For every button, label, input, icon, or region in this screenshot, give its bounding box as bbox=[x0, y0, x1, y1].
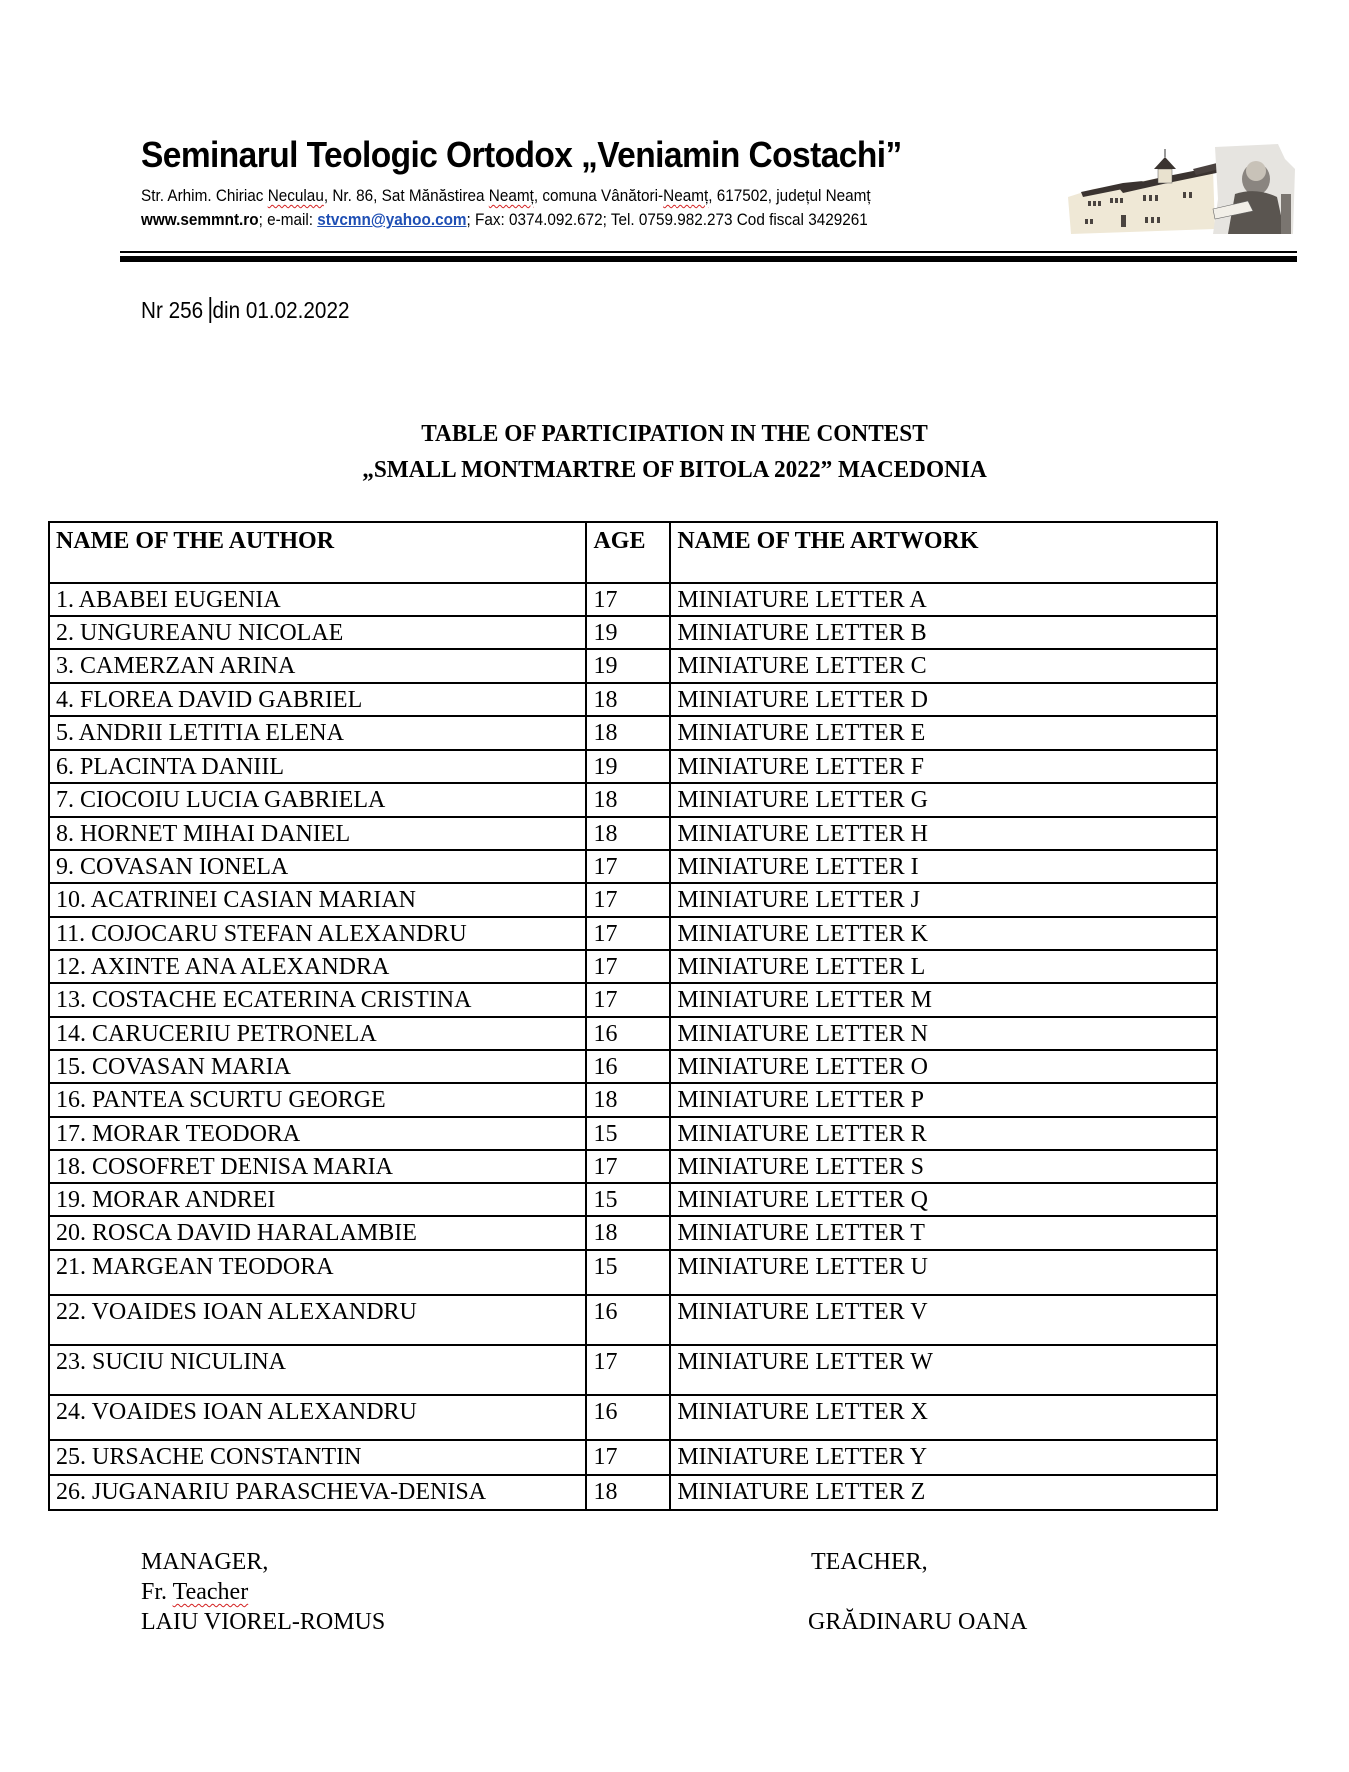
address-misspelled-word: Neamț bbox=[663, 186, 709, 205]
table-row bbox=[49, 1183, 1217, 1216]
author-name-cell: 2. UNGUREANU NICOLAE bbox=[49, 616, 586, 649]
table-row bbox=[49, 1117, 1217, 1150]
column-header-age: AGE bbox=[586, 522, 670, 583]
age-cell: 17 bbox=[586, 1345, 670, 1395]
manager-title-prefix: Fr. bbox=[141, 1579, 173, 1605]
table-row bbox=[49, 983, 1217, 1017]
table-row bbox=[49, 1083, 1217, 1117]
age-cell: 16 bbox=[586, 1295, 670, 1345]
age-cell: 17 bbox=[586, 583, 670, 616]
teacher-name: GRĂDINARU OANA bbox=[808, 1609, 1028, 1635]
artwork-name-cell: MINIATURE LETTER R bbox=[670, 1117, 1217, 1150]
author-name-cell: 22. VOAIDES IOAN ALEXANDRU bbox=[49, 1295, 586, 1345]
table-row bbox=[49, 1250, 1217, 1295]
age-cell: 18 bbox=[586, 1216, 670, 1250]
age-cell: 18 bbox=[586, 817, 670, 850]
author-name-cell: 9. COVASAN IONELA bbox=[49, 850, 586, 883]
manager-title-word: Teacher bbox=[172, 1579, 249, 1605]
table-row bbox=[49, 1017, 1217, 1050]
header-divider-thin bbox=[120, 251, 1297, 253]
artwork-name-cell: MINIATURE LETTER V bbox=[670, 1295, 1217, 1345]
manager-signature-block bbox=[141, 1547, 385, 1637]
document-date: din 01.02.2022 bbox=[212, 297, 350, 323]
author-name-cell: 21. MARGEAN TEODORA bbox=[49, 1250, 586, 1295]
table-row bbox=[49, 616, 1217, 649]
age-cell: 17 bbox=[586, 883, 670, 917]
email-link[interactable]: stvcmn@yahoo.com bbox=[317, 210, 467, 229]
age-cell: 18 bbox=[586, 716, 670, 750]
address-text: Str. Arhim. Chiriac bbox=[141, 186, 268, 205]
age-cell: 19 bbox=[586, 750, 670, 783]
age-cell: 17 bbox=[586, 1440, 670, 1475]
artwork-name-cell: MINIATURE LETTER P bbox=[670, 1083, 1217, 1117]
header-divider-thick bbox=[120, 256, 1297, 262]
author-name-cell: 14. CARUCERIU PETRONELA bbox=[49, 1017, 586, 1050]
artwork-name-cell: MINIATURE LETTER G bbox=[670, 783, 1217, 817]
table-row bbox=[49, 783, 1217, 817]
table-row bbox=[49, 917, 1217, 950]
age-cell: 16 bbox=[586, 1017, 670, 1050]
author-name-cell: 12. AXINTE ANA ALEXANDRA bbox=[49, 950, 586, 983]
contact-details: ; Fax: 0374.092.672; Tel. 0759.982.273 Cod fiscal 3429261 bbox=[466, 210, 868, 229]
author-name-cell: 3. CAMERZAN ARINA bbox=[49, 649, 586, 683]
artwork-name-cell: MINIATURE LETTER J bbox=[670, 883, 1217, 917]
author-name-cell: 13. COSTACHE ECATERINA CRISTINA bbox=[49, 983, 586, 1017]
artwork-name-cell: MINIATURE LETTER U bbox=[670, 1250, 1217, 1295]
artwork-name-cell: MINIATURE LETTER C bbox=[670, 649, 1217, 683]
age-cell: 17 bbox=[586, 983, 670, 1017]
age-cell: 19 bbox=[586, 649, 670, 683]
institution-address bbox=[141, 186, 871, 206]
column-header-author: NAME OF THE AUTHOR bbox=[49, 522, 586, 583]
manager-name: LAIU VIOREL-ROMUS bbox=[141, 1609, 386, 1635]
artwork-name-cell: MINIATURE LETTER X bbox=[670, 1395, 1217, 1440]
artwork-name-cell: MINIATURE LETTER T bbox=[670, 1216, 1217, 1250]
age-cell: 17 bbox=[586, 850, 670, 883]
author-name-cell: 8. HORNET MIHAI DANIEL bbox=[49, 817, 586, 850]
artwork-name-cell: MINIATURE LETTER D bbox=[670, 683, 1217, 716]
address-text: , 617502, județul Neamț bbox=[708, 186, 871, 205]
author-name-cell: 17. MORAR TEODORA bbox=[49, 1117, 586, 1150]
document-number-prefix: Nr 256 bbox=[141, 297, 209, 323]
address-text: , Nr. 86, Sat Mănăstirea bbox=[323, 186, 489, 205]
table-row bbox=[49, 716, 1217, 750]
author-name-cell: 19. MORAR ANDREI bbox=[49, 1183, 586, 1216]
author-name-cell: 23. SUCIU NICULINA bbox=[49, 1345, 586, 1395]
artwork-name-cell: MINIATURE LETTER E bbox=[670, 716, 1217, 750]
author-name-cell: 24. VOAIDES IOAN ALEXANDRU bbox=[49, 1395, 586, 1440]
table-row bbox=[49, 850, 1217, 883]
artwork-name-cell: MINIATURE LETTER H bbox=[670, 817, 1217, 850]
author-name-cell: 18. COSOFRET DENISA MARIA bbox=[49, 1150, 586, 1183]
artwork-name-cell: MINIATURE LETTER Z bbox=[670, 1475, 1217, 1510]
artwork-name-cell: MINIATURE LETTER F bbox=[670, 750, 1217, 783]
table-row bbox=[49, 649, 1217, 683]
table-row bbox=[49, 1395, 1217, 1440]
institution-name: Seminarul Teologic Ortodox „Veniamin Costachi” bbox=[141, 134, 902, 175]
age-cell: 16 bbox=[586, 1050, 670, 1083]
artwork-name-cell: MINIATURE LETTER O bbox=[670, 1050, 1217, 1083]
table-row bbox=[49, 1150, 1217, 1183]
title-line-1: TABLE OF PARTICIPATION IN THE CONTEST bbox=[421, 421, 928, 447]
table-row bbox=[49, 1216, 1217, 1250]
author-name-cell: 26. JUGANARIU PARASCHEVA-DENISA bbox=[49, 1475, 586, 1510]
author-name-cell: 5. ANDRII LETITIA ELENA bbox=[49, 716, 586, 750]
artwork-name-cell: MINIATURE LETTER L bbox=[670, 950, 1217, 983]
author-name-cell: 10. ACATRINEI CASIAN MARIAN bbox=[49, 883, 586, 917]
address-text: , comuna Vânători- bbox=[533, 186, 664, 205]
author-name-cell: 20. ROSCA DAVID HARALAMBIE bbox=[49, 1216, 586, 1250]
table-row bbox=[49, 1050, 1217, 1083]
author-name-cell: 7. CIOCOIU LUCIA GABRIELA bbox=[49, 783, 586, 817]
author-name-cell: 6. PLACINTA DANIIL bbox=[49, 750, 586, 783]
artwork-name-cell: MINIATURE LETTER A bbox=[670, 583, 1217, 616]
age-cell: 18 bbox=[586, 1475, 670, 1510]
artwork-name-cell: MINIATURE LETTER I bbox=[670, 850, 1217, 883]
table-row bbox=[49, 750, 1217, 783]
table-row bbox=[49, 883, 1217, 917]
age-cell: 18 bbox=[586, 783, 670, 817]
artwork-name-cell: MINIATURE LETTER M bbox=[670, 983, 1217, 1017]
manager-role: MANAGER, bbox=[141, 1549, 269, 1575]
table-row bbox=[49, 817, 1217, 850]
website-link[interactable]: www.semmnt.ro bbox=[141, 210, 259, 229]
artwork-name-cell: MINIATURE LETTER Y bbox=[670, 1440, 1217, 1475]
address-misspelled-word: Neculau bbox=[267, 186, 324, 205]
institution-contact bbox=[141, 210, 868, 230]
document-number bbox=[141, 297, 349, 324]
author-name-cell: 11. COJOCARU STEFAN ALEXANDRU bbox=[49, 917, 586, 950]
artwork-name-cell: MINIATURE LETTER K bbox=[670, 917, 1217, 950]
age-cell: 17 bbox=[586, 917, 670, 950]
table-row bbox=[49, 950, 1217, 983]
table-row bbox=[49, 1440, 1217, 1475]
table-row bbox=[49, 1295, 1217, 1345]
age-cell: 15 bbox=[586, 1117, 670, 1150]
age-cell: 15 bbox=[586, 1183, 670, 1216]
contact-separator: ; e-mail: bbox=[258, 210, 318, 229]
table-row bbox=[49, 683, 1217, 716]
artwork-name-cell: MINIATURE LETTER N bbox=[670, 1017, 1217, 1050]
author-name-cell: 15. COVASAN MARIA bbox=[49, 1050, 586, 1083]
manager-title bbox=[141, 1577, 385, 1607]
age-cell: 17 bbox=[586, 1150, 670, 1183]
table-header-row bbox=[49, 522, 1217, 583]
column-header-artwork: NAME OF THE ARTWORK bbox=[670, 522, 1217, 583]
address-misspelled-word: Neamț bbox=[488, 186, 534, 205]
table-row bbox=[49, 1345, 1217, 1395]
seminary-logo-icon bbox=[1063, 139, 1298, 239]
participants-table bbox=[48, 521, 1218, 1511]
table-row bbox=[49, 583, 1217, 616]
age-cell: 18 bbox=[586, 683, 670, 716]
artwork-name-cell: MINIATURE LETTER Q bbox=[670, 1183, 1217, 1216]
table-row bbox=[49, 1475, 1217, 1510]
author-name-cell: 1. ABABEI EUGENIA bbox=[49, 583, 586, 616]
title-line-2: „SMALL MONTMARTRE OF BITOLA 2022” MACEDONIA bbox=[362, 457, 987, 483]
age-cell: 15 bbox=[586, 1250, 670, 1295]
document-title bbox=[0, 416, 1349, 488]
age-cell: 17 bbox=[586, 950, 670, 983]
author-name-cell: 25. URSACHE CONSTANTIN bbox=[49, 1440, 586, 1475]
age-cell: 16 bbox=[586, 1395, 670, 1440]
age-cell: 19 bbox=[586, 616, 670, 649]
artwork-name-cell: MINIATURE LETTER S bbox=[670, 1150, 1217, 1183]
teacher-role: TEACHER, bbox=[811, 1549, 928, 1575]
author-name-cell: 4. FLOREA DAVID GABRIEL bbox=[49, 683, 586, 716]
artwork-name-cell: MINIATURE LETTER W bbox=[670, 1345, 1217, 1395]
age-cell: 18 bbox=[586, 1083, 670, 1117]
author-name-cell: 16. PANTEA SCURTU GEORGE bbox=[49, 1083, 586, 1117]
artwork-name-cell: MINIATURE LETTER B bbox=[670, 616, 1217, 649]
